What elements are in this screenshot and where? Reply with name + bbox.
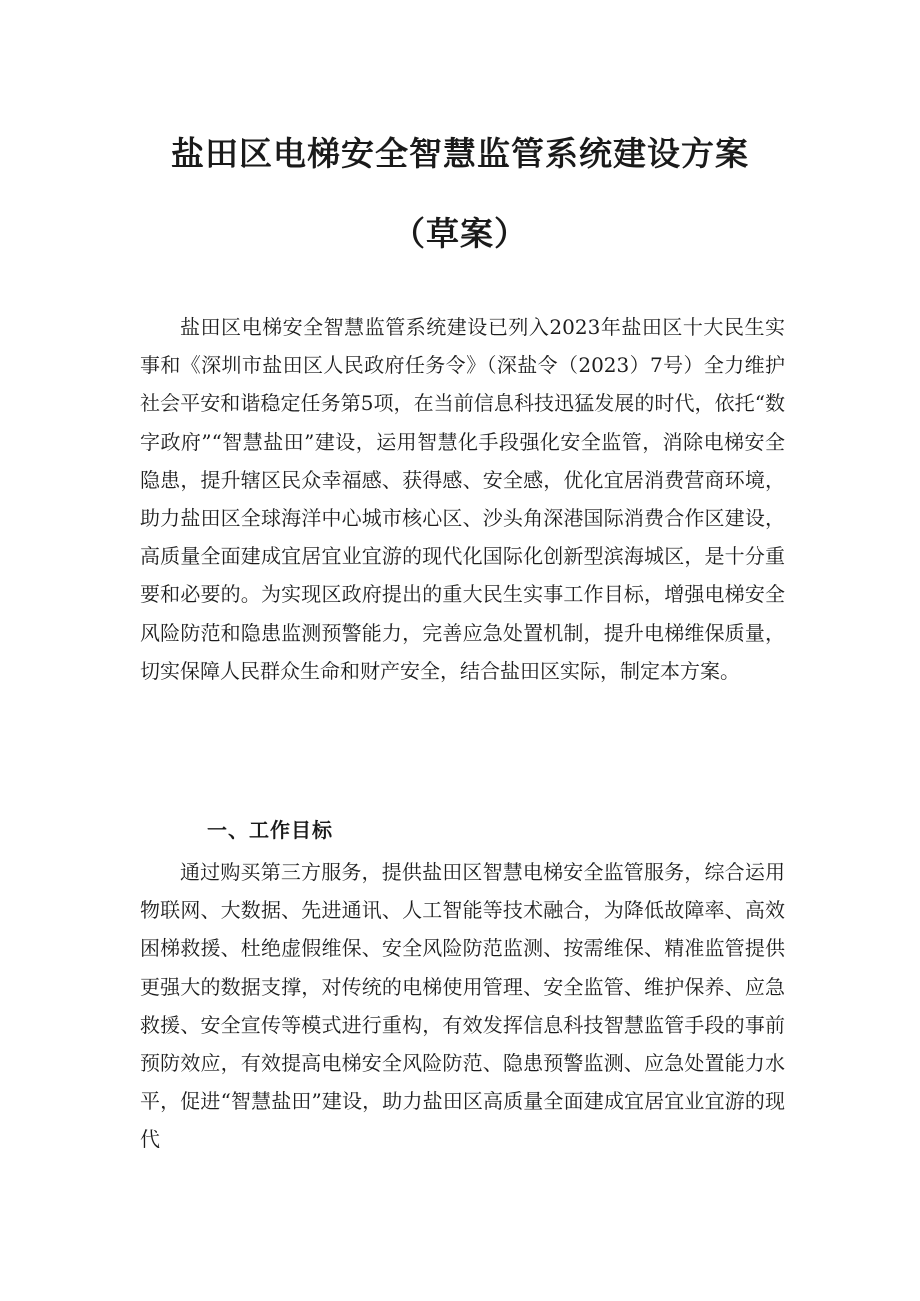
work-goals-paragraph: 通过购买第三方服务，提供盐田区智慧电梯安全监管服务，综合运用物联网、大数据、先进通讯、人工智能等技术融合，为降低故障率、高效困梯救援、杜绝虚假维保、安全风险防范监测、按需维保、精准监管提供更强大的数据支撑，对传统的电梯使用管理、安全监管、维护保养、应急救援、安全宣传等模式进行重构，有效发挥信息科技智慧监管手段的事前预防效应，有效提高电梯安全风险防范、隐患预警监测、应急处置能力水平，促进“智慧盐田”建设，助力盐田区高质量全面建成宜居宜业宜游的现代 (140, 860, 785, 1152)
intro-paragraph: 盐田区电梯安全智慧监管系统建设已列入2023年盐田区十大民生实事和《深圳市盐田区人民政府任务令》（深盐令（2023）7号）全力维护社会平安和谐稳定任务第5项，在当前信息科技迅猛发展的时代，依托“数字政府”“智慧盐田”建设，运用智慧化手段强化安全监管，消除电梯安全隐患，提升辖区民众幸福感、获得感、安全感，优化宜居消费营商环境，助力盐田区全球海洋中心城市核心区、沙头角深港国际消费合作区建设，高质量全面建成宜居宜业宜游的现代化国际化创新型滨海城区，是十分重要和必要的。为实现区政府提出的重大民生实事工作目标，增强电梯安全风险防范和隐患监测预警能力，完善应急处置机制，提升电梯维保质量，切实保障人民群众生命和财产安全，结合盐田区实际，制定本方案。 (140, 315, 785, 683)
section-heading-work-goals: 一、工作目标 (207, 818, 333, 842)
document-subtitle: （草案） (392, 214, 528, 253)
document-title: 盐田区电梯安全智慧监管系统建设方案 (171, 134, 749, 173)
